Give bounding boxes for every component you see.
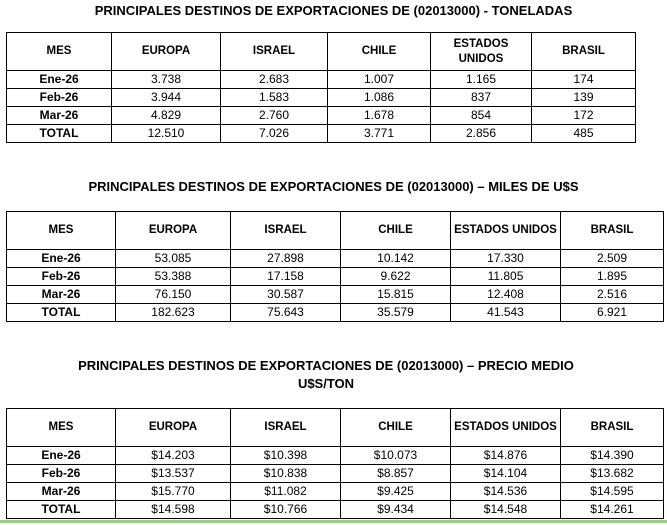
col-header-estados-unidos: ESTADOS UNIDOS xyxy=(451,409,561,447)
col-header-europa: EUROPA xyxy=(116,212,231,250)
table-row-total xyxy=(7,501,664,519)
cell-europa: 76.150 xyxy=(116,286,231,304)
table-row xyxy=(7,286,664,304)
col-header-europa: EUROPA xyxy=(116,409,231,447)
col-header-chile: CHILE xyxy=(341,409,451,447)
row-month: Ene-26 xyxy=(7,447,116,465)
cell-chile: $9.425 xyxy=(341,483,451,501)
table-row xyxy=(7,89,636,107)
cell-brasil: 172 xyxy=(532,107,636,125)
col-header-mes: MES xyxy=(7,212,116,250)
cell-estados-unidos: 11.805 xyxy=(451,268,561,286)
cell-chile: $8.857 xyxy=(341,465,451,483)
cell-estados-unidos: 1.165 xyxy=(431,71,532,89)
cell-brasil: 2.509 xyxy=(561,250,664,268)
table-row xyxy=(7,465,664,483)
row-month: Feb-26 xyxy=(7,89,112,107)
cell-estados-unidos: 837 xyxy=(431,89,532,107)
col-header-estados-unidos: ESTADOS UNIDOS xyxy=(431,33,532,71)
cell-europa: 4.829 xyxy=(112,107,221,125)
col-header-mes: MES xyxy=(7,33,112,71)
cell-estados-unidos: $14.876 xyxy=(451,447,561,465)
row-month: Mar-26 xyxy=(7,107,112,125)
cell-israel: $11.082 xyxy=(231,483,341,501)
cell-estados-unidos: 854 xyxy=(431,107,532,125)
cell-israel: $10.838 xyxy=(231,465,341,483)
table-row xyxy=(7,268,664,286)
cell-europa: $15.770 xyxy=(116,483,231,501)
col-header-israel: ISRAEL xyxy=(221,33,328,71)
table-miles-usd xyxy=(6,211,664,322)
col-header-europa: EUROPA xyxy=(112,33,221,71)
row-month: Feb-26 xyxy=(7,268,116,286)
cell-israel: 1.583 xyxy=(221,89,328,107)
cell-europa: 3.944 xyxy=(112,89,221,107)
table-title-precio-medio xyxy=(0,357,652,393)
cell-israel: 2.760 xyxy=(221,107,328,125)
cell-israel: 75.643 xyxy=(231,304,341,322)
col-header-israel: ISRAEL xyxy=(231,212,341,250)
cell-europa: 3.738 xyxy=(112,71,221,89)
cell-brasil: 485 xyxy=(532,125,636,143)
table-row xyxy=(7,250,664,268)
table-row-total xyxy=(7,125,636,143)
table-title-line2: U$S/TON xyxy=(297,376,355,391)
table-row xyxy=(7,447,664,465)
table-row-total xyxy=(7,304,664,322)
cell-chile: 9.622 xyxy=(341,268,451,286)
cell-chile: 1.007 xyxy=(328,71,431,89)
cell-europa: 53.085 xyxy=(116,250,231,268)
col-header-chile: CHILE xyxy=(328,33,431,71)
cell-europa: $14.598 xyxy=(116,501,231,519)
row-month: TOTAL xyxy=(7,304,116,322)
row-month: TOTAL xyxy=(7,125,112,143)
cell-europa: 53.388 xyxy=(116,268,231,286)
cell-estados-unidos: $14.548 xyxy=(451,501,561,519)
cell-brasil: $14.595 xyxy=(561,483,664,501)
cell-estados-unidos: 17.330 xyxy=(451,250,561,268)
cell-chile: $9.434 xyxy=(341,501,451,519)
cell-europa: $14.203 xyxy=(116,447,231,465)
row-month: TOTAL xyxy=(7,501,116,519)
cell-israel: $10.766 xyxy=(231,501,341,519)
cell-estados-unidos: $14.104 xyxy=(451,465,561,483)
cell-chile: 1.678 xyxy=(328,107,431,125)
cell-brasil: 1.895 xyxy=(561,268,664,286)
cell-europa: 182.623 xyxy=(116,304,231,322)
row-month: Ene-26 xyxy=(7,71,112,89)
cell-chile: 10.142 xyxy=(341,250,451,268)
cell-chile: 15.815 xyxy=(341,286,451,304)
table-row xyxy=(7,71,636,89)
row-month: Mar-26 xyxy=(7,286,116,304)
cell-israel: 17.158 xyxy=(231,268,341,286)
cell-chile: 1.086 xyxy=(328,89,431,107)
cell-israel: 2.683 xyxy=(221,71,328,89)
col-header-brasil: BRASIL xyxy=(561,409,664,447)
table-row xyxy=(7,107,636,125)
col-header-brasil: BRASIL xyxy=(532,33,636,71)
table-title-miles-usd: PRINCIPALES DESTINOS DE EXPORTACIONES DE (02013000) – MILES DE U$S xyxy=(88,179,579,194)
table-row xyxy=(7,483,664,501)
cell-estados-unidos: 12.408 xyxy=(451,286,561,304)
cell-brasil: 174 xyxy=(532,71,636,89)
cell-estados-unidos: $14.536 xyxy=(451,483,561,501)
col-header-chile: CHILE xyxy=(341,212,451,250)
cell-brasil: $14.261 xyxy=(561,501,664,519)
col-header-israel: ISRAEL xyxy=(231,409,341,447)
col-header-mes: MES xyxy=(7,409,116,447)
col-header-brasil: BRASIL xyxy=(561,212,664,250)
cell-brasil: $14.390 xyxy=(561,447,664,465)
cell-estados-unidos: 2.856 xyxy=(431,125,532,143)
table-title-line1: PRINCIPALES DESTINOS DE EXPORTACIONES DE (02013000) – PRECIO MEDIO xyxy=(78,358,574,373)
col-header-estados-unidos: ESTADOS UNIDOS xyxy=(451,212,561,250)
cell-brasil: $13.682 xyxy=(561,465,664,483)
cell-europa: $13.537 xyxy=(116,465,231,483)
cell-israel: 30.587 xyxy=(231,286,341,304)
row-month: Mar-26 xyxy=(7,483,116,501)
cell-chile: 3.771 xyxy=(328,125,431,143)
cell-chile: 35.579 xyxy=(341,304,451,322)
table-toneladas xyxy=(6,32,636,143)
cell-brasil: 139 xyxy=(532,89,636,107)
cell-israel: 27.898 xyxy=(231,250,341,268)
row-month: Feb-26 xyxy=(7,465,116,483)
table-title-toneladas: PRINCIPALES DESTINOS DE EXPORTACIONES DE (02013000) - TONELADAS xyxy=(94,3,573,18)
cell-brasil: 2.516 xyxy=(561,286,664,304)
cell-chile: $10.073 xyxy=(341,447,451,465)
footer-divider xyxy=(0,520,667,523)
row-month: Ene-26 xyxy=(7,250,116,268)
table-precio-medio xyxy=(6,408,664,519)
cell-israel: 7.026 xyxy=(221,125,328,143)
cell-israel: $10.398 xyxy=(231,447,341,465)
cell-brasil: 6.921 xyxy=(561,304,664,322)
cell-estados-unidos: 41.543 xyxy=(451,304,561,322)
cell-europa: 12.510 xyxy=(112,125,221,143)
